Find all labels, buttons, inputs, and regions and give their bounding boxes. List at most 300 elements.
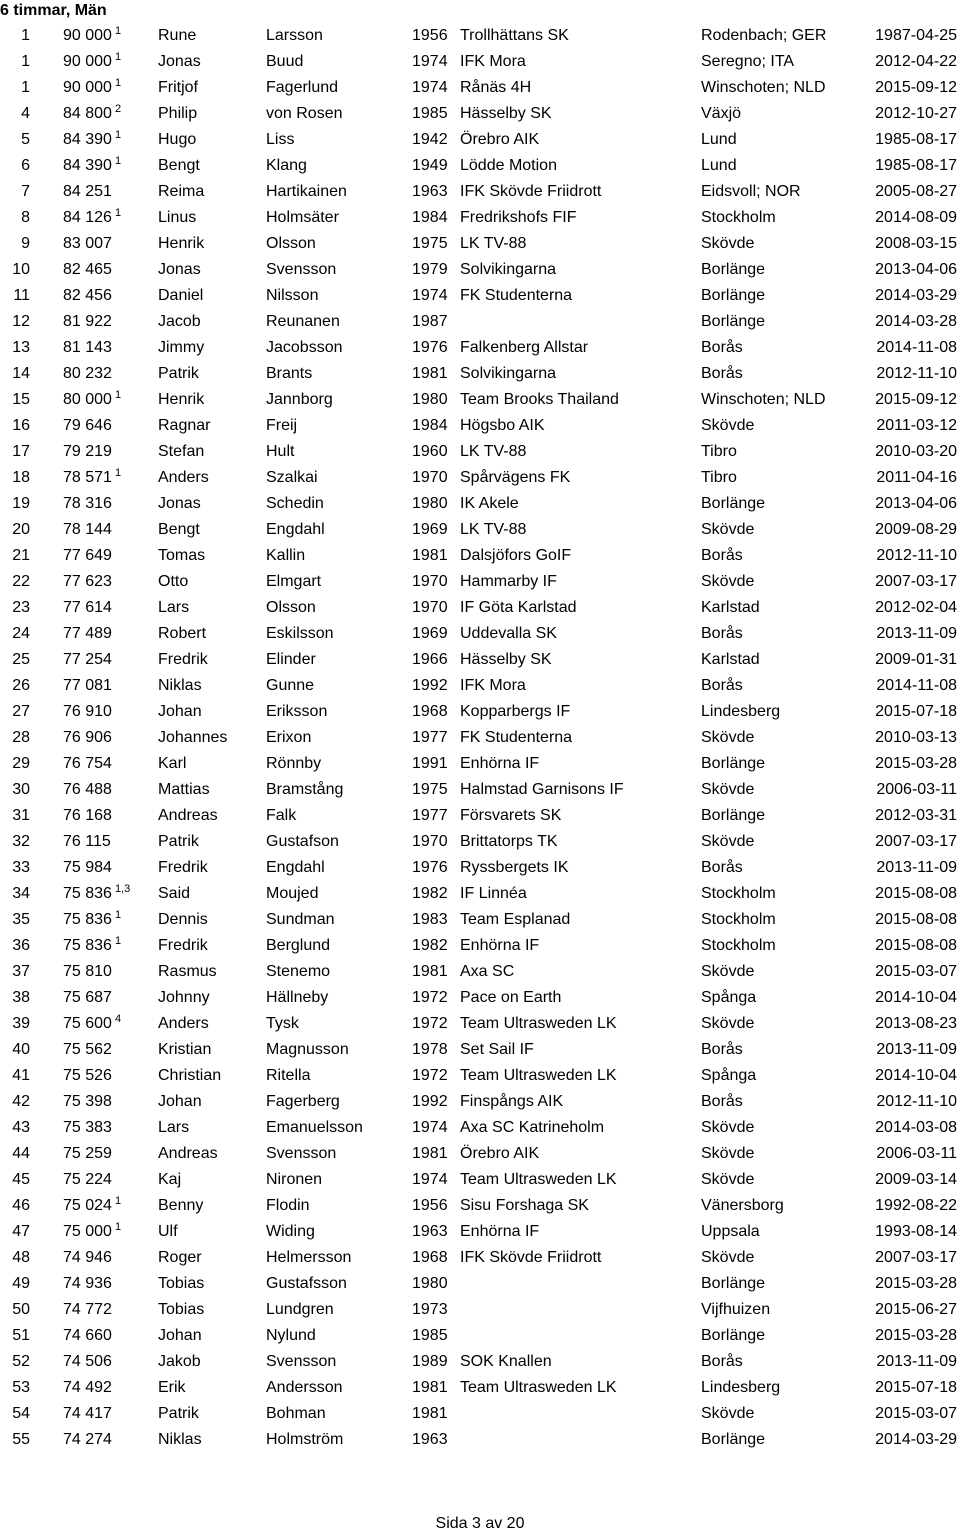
cell-date xyxy=(875,491,957,517)
cell-place xyxy=(0,153,30,179)
cell-first-name-text: Johnny xyxy=(158,989,210,1006)
cell-first-name-text: Johan xyxy=(158,1327,202,1344)
cell-last-name xyxy=(266,699,327,725)
cell-birth-year-text: 1970 xyxy=(412,469,448,486)
cell-place xyxy=(0,855,30,881)
cell-last-name-text: Elinder xyxy=(266,651,316,668)
cell-result xyxy=(63,101,121,127)
cell-venue-text: Eidsvoll; NOR xyxy=(701,183,801,200)
cell-club-text: Halmstad Garnisons IF xyxy=(460,781,624,798)
cell-venue-text: Tibro xyxy=(701,469,737,486)
cell-club-text: Hässelby SK xyxy=(460,651,552,668)
cell-date-text: 2015-06-27 xyxy=(875,1301,957,1318)
cell-birth-year xyxy=(412,1323,448,1349)
cell-venue xyxy=(701,777,754,803)
cell-date xyxy=(875,569,957,595)
cell-birth-year xyxy=(412,491,448,517)
cell-result xyxy=(63,439,112,465)
cell-venue-text: Skövde xyxy=(701,781,755,798)
cell-place-text: 34 xyxy=(12,885,30,902)
cell-birth-year xyxy=(412,413,448,439)
cell-place-text: 55 xyxy=(12,1431,30,1448)
cell-first-name xyxy=(158,153,200,179)
cell-date xyxy=(875,387,957,413)
cell-last-name xyxy=(266,855,325,881)
cell-date xyxy=(875,1063,957,1089)
cell-last-name-text: Szalkai xyxy=(266,469,318,486)
cell-result-text: 75 836 xyxy=(63,937,112,954)
cell-place-text: 46 xyxy=(12,1197,30,1214)
cell-birth-year-text: 1970 xyxy=(412,573,448,590)
table-row xyxy=(0,569,960,595)
cell-result-text: 77 489 xyxy=(63,625,112,642)
cell-first-name xyxy=(158,1141,218,1167)
cell-birth-year xyxy=(412,1349,448,1375)
cell-last-name xyxy=(266,387,333,413)
cell-venue-text: Skövde xyxy=(701,729,755,746)
cell-date-text: 2013-04-06 xyxy=(875,261,957,278)
cell-first-name-text: Kristian xyxy=(158,1041,212,1058)
table-row xyxy=(0,283,960,309)
cell-result xyxy=(63,803,112,829)
cell-first-name-text: Erik xyxy=(158,1379,186,1396)
cell-result xyxy=(63,153,121,179)
cell-venue xyxy=(701,881,776,907)
cell-club xyxy=(460,1141,539,1167)
cell-venue xyxy=(701,101,741,127)
cell-last-name xyxy=(266,1063,310,1089)
cell-result xyxy=(63,855,112,881)
cell-first-name xyxy=(158,361,199,387)
cell-club xyxy=(460,855,568,881)
cell-last-name-text: Flodin xyxy=(266,1197,310,1214)
cell-result-text: 75 526 xyxy=(63,1067,112,1084)
cell-first-name xyxy=(158,647,208,673)
cell-date xyxy=(875,153,957,179)
cell-first-name-text: Tobias xyxy=(158,1301,205,1318)
cell-last-name-text: Hällneby xyxy=(266,989,329,1006)
cell-result xyxy=(63,907,121,933)
cell-date-text: 2015-09-12 xyxy=(875,79,957,96)
cell-place-text: 28 xyxy=(12,729,30,746)
cell-place xyxy=(0,75,30,101)
table-row xyxy=(0,673,960,699)
cell-place xyxy=(0,387,30,413)
cell-birth-year xyxy=(412,829,448,855)
cell-place xyxy=(0,933,30,959)
cell-venue-text: Stockholm xyxy=(701,911,776,928)
cell-last-name-text: Brants xyxy=(266,365,313,382)
cell-first-name-text: Said xyxy=(158,885,191,902)
cell-last-name-text: Buud xyxy=(266,53,304,70)
cell-first-name xyxy=(158,1037,211,1063)
cell-birth-year xyxy=(412,1219,448,1245)
cell-date xyxy=(876,465,957,491)
cell-last-name xyxy=(266,127,294,153)
cell-club-text: Team Ultrasweden LK xyxy=(460,1379,617,1396)
cell-place-text: 10 xyxy=(12,261,30,278)
cell-venue-text: Skövde xyxy=(701,1405,755,1422)
cell-birth-year-text: 1987 xyxy=(412,313,448,330)
cell-place xyxy=(0,543,30,569)
cell-last-name xyxy=(266,803,296,829)
cell-last-name-text: Hult xyxy=(266,443,295,460)
table-row xyxy=(0,1245,960,1271)
cell-venue-text: Winschoten; NLD xyxy=(701,391,826,408)
cell-venue xyxy=(701,1427,765,1453)
cell-club-text: Enhörna IF xyxy=(460,1223,540,1240)
cell-place-text: 22 xyxy=(12,573,30,590)
cell-place xyxy=(0,1401,30,1427)
cell-venue xyxy=(701,465,737,491)
cell-club xyxy=(460,595,577,621)
cell-birth-year-text: 1956 xyxy=(412,1197,448,1214)
cell-last-name-text: Bohman xyxy=(266,1405,326,1422)
cell-result-text: 77 649 xyxy=(63,547,112,564)
cell-place xyxy=(0,595,30,621)
cell-first-name xyxy=(158,881,190,907)
cell-date xyxy=(875,205,957,231)
cell-club-text: Team Ultrasweden LK xyxy=(460,1015,617,1032)
table-row xyxy=(0,517,960,543)
cell-venue-text: Borås xyxy=(701,339,743,356)
cell-first-name-text: Henrik xyxy=(158,391,205,408)
cell-date xyxy=(875,439,957,465)
cell-last-name-text: Emanuelsson xyxy=(266,1119,363,1136)
cell-date xyxy=(875,1193,957,1219)
cell-result xyxy=(63,1271,112,1297)
cell-result xyxy=(63,1427,112,1453)
cell-last-name-text: Stenemo xyxy=(266,963,331,980)
cell-place-text: 29 xyxy=(12,755,30,772)
cell-venue-text: Lund xyxy=(701,131,737,148)
cell-last-name-text: Fagerlund xyxy=(266,79,339,96)
cell-birth-year xyxy=(412,1427,448,1453)
cell-place-text: 32 xyxy=(12,833,30,850)
cell-club xyxy=(460,153,557,179)
cell-first-name xyxy=(158,1349,201,1375)
cell-venue-text: Karlstad xyxy=(701,651,760,668)
cell-last-name xyxy=(266,569,321,595)
cell-date-text: 2014-10-04 xyxy=(875,989,957,1006)
cell-place xyxy=(0,1297,30,1323)
cell-first-name xyxy=(158,1401,199,1427)
cell-venue-text: Skövde xyxy=(701,1145,755,1162)
cell-last-name-text: Engdahl xyxy=(266,859,325,876)
table-row xyxy=(0,205,960,231)
cell-result-text: 84 800 xyxy=(63,105,112,122)
cell-birth-year-text: 1974 xyxy=(412,1171,448,1188)
cell-result-text: 74 506 xyxy=(63,1353,112,1370)
cell-date-text: 2015-08-08 xyxy=(875,937,957,954)
cell-last-name xyxy=(266,1297,334,1323)
cell-first-name xyxy=(158,283,203,309)
cell-club-text: SOK Knallen xyxy=(460,1353,552,1370)
cell-birth-year-text: 1973 xyxy=(412,1301,448,1318)
cell-place-text: 42 xyxy=(12,1093,30,1110)
cell-last-name-text: von Rosen xyxy=(266,105,343,122)
cell-last-name xyxy=(266,361,312,387)
cell-place-text: 4 xyxy=(21,105,30,122)
cell-place xyxy=(0,1167,30,1193)
cell-venue-text: Borås xyxy=(701,1041,743,1058)
cell-last-name-text: Ritella xyxy=(266,1067,311,1084)
cell-birth-year-text: 1956 xyxy=(412,27,448,44)
cell-place-text: 30 xyxy=(12,781,30,798)
cell-result-text: 90 000 xyxy=(63,79,112,96)
cell-first-name-text: Anders xyxy=(158,1015,209,1032)
cell-last-name xyxy=(266,647,316,673)
cell-venue xyxy=(701,283,765,309)
cell-date-text: 2015-09-12 xyxy=(875,391,957,408)
cell-result xyxy=(63,491,112,517)
cell-result xyxy=(63,543,112,569)
cell-venue-text: Skövde xyxy=(701,1171,755,1188)
cell-club-text: Rånäs 4H xyxy=(460,79,532,96)
cell-birth-year xyxy=(412,673,448,699)
cell-last-name xyxy=(266,257,336,283)
cell-club xyxy=(460,1349,552,1375)
cell-birth-year xyxy=(412,1089,448,1115)
cell-first-name xyxy=(158,491,201,517)
cell-venue-text: Skövde xyxy=(701,963,755,980)
cell-venue-text: Borås xyxy=(701,859,743,876)
cell-result-text: 75 810 xyxy=(63,963,112,980)
cell-place xyxy=(0,413,30,439)
cell-first-name xyxy=(158,751,186,777)
cell-first-name xyxy=(158,959,217,985)
cell-birth-year-text: 1981 xyxy=(412,963,448,980)
cell-birth-year-text: 1976 xyxy=(412,859,448,876)
table-row xyxy=(0,101,960,127)
table-row xyxy=(0,829,960,855)
cell-club-text: Uddevalla SK xyxy=(460,625,557,642)
cell-first-name-text: Bengt xyxy=(158,157,200,174)
cell-venue xyxy=(701,933,776,959)
cell-result-text: 84 126 xyxy=(63,209,112,226)
cell-last-name-text: Liss xyxy=(266,131,295,148)
cell-first-name-text: Jacob xyxy=(158,313,201,330)
table-row xyxy=(0,647,960,673)
result-note: 1 xyxy=(114,25,122,37)
cell-first-name-text: Patrik xyxy=(158,833,199,850)
cell-place xyxy=(0,1349,30,1375)
cell-club-text: IF Linnéa xyxy=(460,885,527,902)
cell-first-name xyxy=(158,1193,203,1219)
cell-place xyxy=(0,1037,30,1063)
cell-date xyxy=(876,413,957,439)
cell-club xyxy=(460,413,545,439)
cell-result xyxy=(63,75,121,101)
cell-first-name-text: Johan xyxy=(158,703,202,720)
cell-birth-year-text: 1974 xyxy=(412,79,448,96)
cell-place xyxy=(0,1089,30,1115)
cell-venue xyxy=(701,1219,760,1245)
cell-first-name-text: Jonas xyxy=(158,495,201,512)
cell-last-name xyxy=(266,1349,336,1375)
cell-place xyxy=(0,439,30,465)
cell-first-name-text: Tomas xyxy=(158,547,206,564)
cell-first-name xyxy=(158,933,208,959)
cell-result-text: 84 390 xyxy=(63,131,112,148)
cell-date xyxy=(875,1297,957,1323)
cell-venue xyxy=(701,725,754,751)
cell-venue-text: Uppsala xyxy=(701,1223,760,1240)
cell-venue xyxy=(701,1011,754,1037)
cell-date xyxy=(875,647,957,673)
table-row xyxy=(0,179,960,205)
cell-date xyxy=(875,1271,957,1297)
cell-result xyxy=(63,985,112,1011)
cell-place-text: 1 xyxy=(21,53,30,70)
cell-first-name xyxy=(158,387,204,413)
cell-venue-text: Skövde xyxy=(701,1015,755,1032)
cell-date-text: 2014-03-28 xyxy=(875,313,957,330)
cell-result-text: 75 836 xyxy=(63,911,112,928)
cell-place-text: 49 xyxy=(12,1275,30,1292)
cell-birth-year xyxy=(412,439,448,465)
cell-birth-year-text: 1974 xyxy=(412,53,448,70)
cell-first-name xyxy=(158,179,204,205)
cell-date-text: 1985-08-17 xyxy=(875,157,957,174)
result-note: 1 xyxy=(114,51,122,63)
cell-birth-year xyxy=(412,49,448,75)
cell-birth-year xyxy=(412,725,448,751)
cell-club xyxy=(460,725,572,751)
cell-date xyxy=(875,283,957,309)
cell-last-name-text: Klang xyxy=(266,157,307,174)
cell-birth-year-text: 1991 xyxy=(412,755,448,772)
cell-club-text: LK TV-88 xyxy=(460,443,527,460)
cell-venue xyxy=(701,439,737,465)
cell-venue xyxy=(701,569,754,595)
cell-venue xyxy=(701,907,776,933)
cell-last-name-text: Eskilsson xyxy=(266,625,334,642)
cell-result xyxy=(63,1297,112,1323)
cell-first-name-text: Karl xyxy=(158,755,187,772)
cell-venue xyxy=(701,23,826,49)
cell-result xyxy=(63,1323,112,1349)
cell-birth-year xyxy=(412,1297,448,1323)
cell-last-name-text: Falk xyxy=(266,807,297,824)
cell-club-text: Set Sail IF xyxy=(460,1041,534,1058)
cell-club xyxy=(460,1089,563,1115)
cell-place xyxy=(0,673,30,699)
cell-birth-year xyxy=(412,465,448,491)
cell-venue xyxy=(701,335,743,361)
cell-date-text: 2015-03-07 xyxy=(875,963,957,980)
cell-birth-year-text: 1966 xyxy=(412,651,448,668)
cell-first-name-text: Philip xyxy=(158,105,198,122)
cell-venue-text: Skövde xyxy=(701,1119,755,1136)
result-note: 1 xyxy=(114,467,122,479)
cell-birth-year xyxy=(412,387,448,413)
cell-place-text: 24 xyxy=(12,625,30,642)
cell-result xyxy=(63,231,112,257)
cell-date-text: 2010-03-20 xyxy=(875,443,957,460)
cell-date xyxy=(875,985,957,1011)
cell-birth-year xyxy=(412,751,448,777)
cell-birth-year-text: 1981 xyxy=(412,547,448,564)
cell-venue-text: Borås xyxy=(701,547,743,564)
cell-last-name xyxy=(266,413,297,439)
cell-last-name xyxy=(266,439,294,465)
cell-last-name xyxy=(266,335,343,361)
cell-date xyxy=(875,829,957,855)
cell-place-text: 33 xyxy=(12,859,30,876)
cell-last-name xyxy=(266,985,328,1011)
cell-result-text: 82 456 xyxy=(63,287,112,304)
cell-first-name xyxy=(158,127,196,153)
cell-first-name xyxy=(158,1271,204,1297)
cell-first-name xyxy=(158,49,201,75)
cell-birth-year-text: 1980 xyxy=(412,495,448,512)
table-row xyxy=(0,855,960,881)
cell-result xyxy=(63,361,112,387)
cell-place-text: 17 xyxy=(12,443,30,460)
cell-place-text: 36 xyxy=(12,937,30,954)
cell-last-name xyxy=(266,283,318,309)
cell-birth-year-text: 1981 xyxy=(412,1405,448,1422)
cell-place-text: 47 xyxy=(12,1223,30,1240)
cell-date xyxy=(875,595,957,621)
cell-last-name xyxy=(266,959,330,985)
cell-last-name-text: Gustafson xyxy=(266,833,339,850)
table-row xyxy=(0,413,960,439)
cell-venue-text: Karlstad xyxy=(701,599,760,616)
cell-venue xyxy=(701,985,756,1011)
cell-club-text: Spårvägens FK xyxy=(460,469,571,486)
cell-result xyxy=(63,725,112,751)
cell-first-name xyxy=(158,517,200,543)
cell-result xyxy=(63,699,112,725)
cell-first-name-text: Fredrik xyxy=(158,937,208,954)
cell-place xyxy=(0,49,30,75)
cell-date-text: 2009-08-29 xyxy=(875,521,957,538)
cell-last-name-text: Gustafsson xyxy=(266,1275,347,1292)
cell-result-text: 76 115 xyxy=(63,833,111,850)
table-row xyxy=(0,725,960,751)
cell-first-name xyxy=(158,803,218,829)
cell-birth-year xyxy=(412,907,448,933)
cell-result-text: 77 254 xyxy=(63,651,112,668)
cell-place-text: 44 xyxy=(12,1145,30,1162)
cell-birth-year-text: 1963 xyxy=(412,1431,448,1448)
result-note: 1 xyxy=(114,389,122,401)
cell-last-name xyxy=(266,205,339,231)
cell-birth-year xyxy=(412,309,448,335)
cell-last-name-text: Svensson xyxy=(266,261,337,278)
cell-date-text: 2008-03-15 xyxy=(875,235,957,252)
cell-club xyxy=(460,647,552,673)
cell-birth-year xyxy=(412,127,448,153)
cell-first-name-text: Stefan xyxy=(158,443,205,460)
cell-venue xyxy=(701,647,760,673)
cell-first-name xyxy=(158,543,205,569)
table-row xyxy=(0,595,960,621)
table-row xyxy=(0,543,960,569)
cell-date xyxy=(876,621,957,647)
cell-last-name xyxy=(266,907,335,933)
cell-last-name-text: Erixon xyxy=(266,729,312,746)
cell-club xyxy=(460,907,570,933)
cell-result-text: 74 492 xyxy=(63,1379,112,1396)
table-row xyxy=(0,1375,960,1401)
cell-venue xyxy=(701,855,743,881)
cell-result-text: 75 224 xyxy=(63,1171,112,1188)
cell-place-text: 26 xyxy=(12,677,30,694)
cell-birth-year-text: 1970 xyxy=(412,833,448,850)
